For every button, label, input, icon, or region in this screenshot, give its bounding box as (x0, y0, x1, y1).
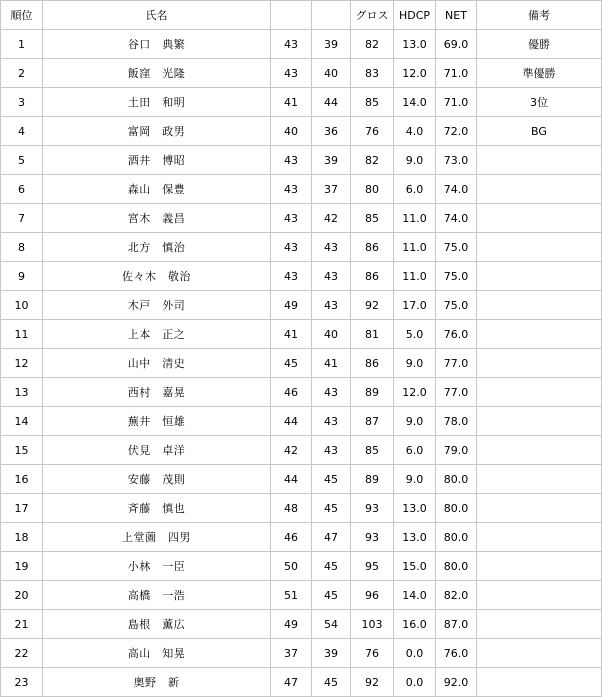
table-row (1, 291, 602, 320)
cell-player-name: 佐々木 敬治 (43, 262, 271, 291)
table-row (1, 175, 602, 204)
cell-in-score: 45 (312, 581, 351, 610)
cell-player-name: 小林 一臣 (43, 552, 271, 581)
table-row (1, 349, 602, 378)
cell-hdcp: 9.0 (394, 349, 436, 378)
cell-in-score: 45 (312, 465, 351, 494)
cell-net: 71.0 (436, 59, 477, 88)
cell-player-name: 飯窪 光隆 (43, 59, 271, 88)
cell-player-name: 高橋 一浩 (43, 581, 271, 610)
header-in (312, 1, 351, 30)
cell-net: 73.0 (436, 146, 477, 175)
table-row (1, 30, 602, 59)
cell-remarks (477, 465, 602, 494)
cell-player-name: 奥野 新 (43, 668, 271, 697)
cell-out-score: 43 (271, 233, 312, 262)
cell-rank: 4 (1, 117, 43, 146)
cell-rank: 9 (1, 262, 43, 291)
cell-hdcp: 17.0 (394, 291, 436, 320)
cell-out-score: 41 (271, 88, 312, 117)
cell-remarks (477, 436, 602, 465)
cell-out-score: 45 (271, 349, 312, 378)
cell-out-score: 48 (271, 494, 312, 523)
cell-hdcp: 12.0 (394, 59, 436, 88)
cell-in-score: 42 (312, 204, 351, 233)
table-row (1, 407, 602, 436)
cell-hdcp: 11.0 (394, 262, 436, 291)
cell-in-score: 41 (312, 349, 351, 378)
cell-remarks (477, 320, 602, 349)
cell-rank: 17 (1, 494, 43, 523)
cell-player-name: 高山 知晃 (43, 639, 271, 668)
cell-hdcp: 14.0 (394, 88, 436, 117)
header-gross: グロス (351, 1, 394, 30)
cell-net: 75.0 (436, 291, 477, 320)
cell-net: 80.0 (436, 465, 477, 494)
cell-hdcp: 16.0 (394, 610, 436, 639)
cell-in-score: 39 (312, 146, 351, 175)
cell-player-name: 木戸 外司 (43, 291, 271, 320)
cell-rank: 8 (1, 233, 43, 262)
cell-gross: 86 (351, 349, 394, 378)
cell-hdcp: 6.0 (394, 436, 436, 465)
cell-rank: 22 (1, 639, 43, 668)
cell-gross: 95 (351, 552, 394, 581)
cell-net: 80.0 (436, 494, 477, 523)
table-body (1, 30, 602, 697)
cell-remarks (477, 610, 602, 639)
table-row (1, 494, 602, 523)
cell-net: 80.0 (436, 552, 477, 581)
cell-rank: 7 (1, 204, 43, 233)
cell-rank: 21 (1, 610, 43, 639)
cell-in-score: 39 (312, 639, 351, 668)
cell-hdcp: 13.0 (394, 30, 436, 59)
cell-net: 78.0 (436, 407, 477, 436)
cell-gross: 89 (351, 378, 394, 407)
cell-hdcp: 6.0 (394, 175, 436, 204)
cell-hdcp: 9.0 (394, 407, 436, 436)
table-row (1, 204, 602, 233)
cell-rank: 12 (1, 349, 43, 378)
cell-out-score: 43 (271, 204, 312, 233)
table-row (1, 88, 602, 117)
cell-player-name: 谷口 典繁 (43, 30, 271, 59)
header-remarks: 備考 (477, 1, 602, 30)
cell-gross: 85 (351, 436, 394, 465)
cell-remarks (477, 262, 602, 291)
cell-gross: 82 (351, 30, 394, 59)
cell-in-score: 37 (312, 175, 351, 204)
cell-remarks (477, 175, 602, 204)
cell-player-name: 宮木 義昌 (43, 204, 271, 233)
cell-gross: 96 (351, 581, 394, 610)
cell-rank: 2 (1, 59, 43, 88)
cell-gross: 86 (351, 262, 394, 291)
cell-net: 72.0 (436, 117, 477, 146)
cell-out-score: 47 (271, 668, 312, 697)
cell-net: 71.0 (436, 88, 477, 117)
cell-net: 75.0 (436, 262, 477, 291)
cell-in-score: 44 (312, 88, 351, 117)
table-row (1, 523, 602, 552)
cell-in-score: 43 (312, 407, 351, 436)
header-hdcp: HDCP (394, 1, 436, 30)
cell-rank: 18 (1, 523, 43, 552)
cell-rank: 11 (1, 320, 43, 349)
cell-hdcp: 13.0 (394, 494, 436, 523)
cell-remarks (477, 378, 602, 407)
cell-rank: 19 (1, 552, 43, 581)
cell-out-score: 51 (271, 581, 312, 610)
cell-player-name: 斉藤 慎也 (43, 494, 271, 523)
cell-hdcp: 9.0 (394, 465, 436, 494)
cell-in-score: 47 (312, 523, 351, 552)
table-row (1, 262, 602, 291)
cell-in-score: 40 (312, 320, 351, 349)
cell-net: 77.0 (436, 349, 477, 378)
cell-player-name: 北方 慎治 (43, 233, 271, 262)
cell-out-score: 49 (271, 610, 312, 639)
cell-rank: 5 (1, 146, 43, 175)
table-row (1, 668, 602, 697)
cell-hdcp: 0.0 (394, 639, 436, 668)
cell-net: 76.0 (436, 639, 477, 668)
cell-net: 75.0 (436, 233, 477, 262)
cell-gross: 85 (351, 204, 394, 233)
cell-rank: 15 (1, 436, 43, 465)
cell-hdcp: 11.0 (394, 233, 436, 262)
cell-player-name: 山中 清史 (43, 349, 271, 378)
cell-in-score: 45 (312, 494, 351, 523)
cell-gross: 103 (351, 610, 394, 639)
cell-out-score: 43 (271, 175, 312, 204)
table-row (1, 233, 602, 262)
cell-rank: 13 (1, 378, 43, 407)
cell-net: 80.0 (436, 523, 477, 552)
cell-in-score: 43 (312, 378, 351, 407)
table-row (1, 581, 602, 610)
cell-remarks: 3位 (477, 88, 602, 117)
cell-hdcp: 9.0 (394, 146, 436, 175)
cell-remarks (477, 146, 602, 175)
cell-in-score: 43 (312, 436, 351, 465)
cell-out-score: 46 (271, 378, 312, 407)
cell-gross: 82 (351, 146, 394, 175)
cell-rank: 1 (1, 30, 43, 59)
cell-net: 87.0 (436, 610, 477, 639)
cell-out-score: 43 (271, 30, 312, 59)
cell-hdcp: 12.0 (394, 378, 436, 407)
table-row (1, 436, 602, 465)
table-row (1, 59, 602, 88)
cell-out-score: 46 (271, 523, 312, 552)
cell-in-score: 43 (312, 291, 351, 320)
cell-net: 77.0 (436, 378, 477, 407)
header-rank: 順位 (1, 1, 43, 30)
cell-player-name: 上堂薗 四男 (43, 523, 271, 552)
cell-player-name: 島根 薫広 (43, 610, 271, 639)
cell-net: 76.0 (436, 320, 477, 349)
cell-in-score: 45 (312, 552, 351, 581)
header-net: NET (436, 1, 477, 30)
cell-gross: 80 (351, 175, 394, 204)
cell-remarks (477, 552, 602, 581)
cell-gross: 83 (351, 59, 394, 88)
cell-hdcp: 11.0 (394, 204, 436, 233)
cell-gross: 76 (351, 117, 394, 146)
cell-player-name: 酒井 博昭 (43, 146, 271, 175)
cell-net: 69.0 (436, 30, 477, 59)
cell-rank: 23 (1, 668, 43, 697)
cell-remarks (477, 639, 602, 668)
table-row (1, 465, 602, 494)
cell-out-score: 43 (271, 262, 312, 291)
cell-net: 74.0 (436, 175, 477, 204)
cell-hdcp: 0.0 (394, 668, 436, 697)
table-row (1, 146, 602, 175)
cell-gross: 93 (351, 494, 394, 523)
cell-rank: 16 (1, 465, 43, 494)
cell-player-name: 土田 和明 (43, 88, 271, 117)
cell-player-name: 富岡 政男 (43, 117, 271, 146)
table-row (1, 378, 602, 407)
cell-net: 82.0 (436, 581, 477, 610)
cell-remarks (477, 494, 602, 523)
cell-out-score: 49 (271, 291, 312, 320)
table-row (1, 639, 602, 668)
cell-hdcp: 13.0 (394, 523, 436, 552)
cell-player-name: 安藤 茂則 (43, 465, 271, 494)
cell-hdcp: 4.0 (394, 117, 436, 146)
cell-net: 79.0 (436, 436, 477, 465)
cell-hdcp: 14.0 (394, 581, 436, 610)
cell-rank: 6 (1, 175, 43, 204)
cell-in-score: 39 (312, 30, 351, 59)
cell-player-name: 蕪井 恒雄 (43, 407, 271, 436)
cell-net: 74.0 (436, 204, 477, 233)
cell-remarks (477, 349, 602, 378)
cell-remarks (477, 523, 602, 552)
cell-remarks (477, 581, 602, 610)
cell-in-score: 40 (312, 59, 351, 88)
cell-out-score: 37 (271, 639, 312, 668)
header-name: 氏名 (43, 1, 271, 30)
cell-gross: 93 (351, 523, 394, 552)
cell-remarks (477, 291, 602, 320)
cell-out-score: 40 (271, 117, 312, 146)
cell-in-score: 43 (312, 233, 351, 262)
header-row (1, 1, 602, 30)
cell-rank: 20 (1, 581, 43, 610)
cell-in-score: 36 (312, 117, 351, 146)
cell-hdcp: 15.0 (394, 552, 436, 581)
cell-gross: 81 (351, 320, 394, 349)
cell-remarks (477, 668, 602, 697)
cell-gross: 87 (351, 407, 394, 436)
cell-gross: 92 (351, 668, 394, 697)
cell-rank: 14 (1, 407, 43, 436)
cell-out-score: 50 (271, 552, 312, 581)
cell-out-score: 42 (271, 436, 312, 465)
cell-gross: 92 (351, 291, 394, 320)
table-row (1, 610, 602, 639)
cell-remarks: 準優勝 (477, 59, 602, 88)
cell-out-score: 44 (271, 407, 312, 436)
cell-out-score: 43 (271, 59, 312, 88)
cell-player-name: 森山 保豊 (43, 175, 271, 204)
cell-rank: 3 (1, 88, 43, 117)
cell-player-name: 上本 正之 (43, 320, 271, 349)
cell-remarks (477, 407, 602, 436)
table-row (1, 552, 602, 581)
cell-out-score: 43 (271, 146, 312, 175)
cell-hdcp: 5.0 (394, 320, 436, 349)
cell-gross: 76 (351, 639, 394, 668)
cell-out-score: 44 (271, 465, 312, 494)
cell-remarks: 優勝 (477, 30, 602, 59)
header-out (271, 1, 312, 30)
cell-remarks (477, 233, 602, 262)
cell-in-score: 45 (312, 668, 351, 697)
cell-rank: 10 (1, 291, 43, 320)
cell-gross: 85 (351, 88, 394, 117)
cell-out-score: 41 (271, 320, 312, 349)
cell-remarks (477, 204, 602, 233)
cell-player-name: 伏見 卓洋 (43, 436, 271, 465)
cell-remarks: BG (477, 117, 602, 146)
cell-player-name: 西村 嘉晃 (43, 378, 271, 407)
cell-in-score: 54 (312, 610, 351, 639)
cell-gross: 86 (351, 233, 394, 262)
cell-net: 92.0 (436, 668, 477, 697)
table-row (1, 117, 602, 146)
table-row (1, 320, 602, 349)
cell-gross: 89 (351, 465, 394, 494)
cell-in-score: 43 (312, 262, 351, 291)
